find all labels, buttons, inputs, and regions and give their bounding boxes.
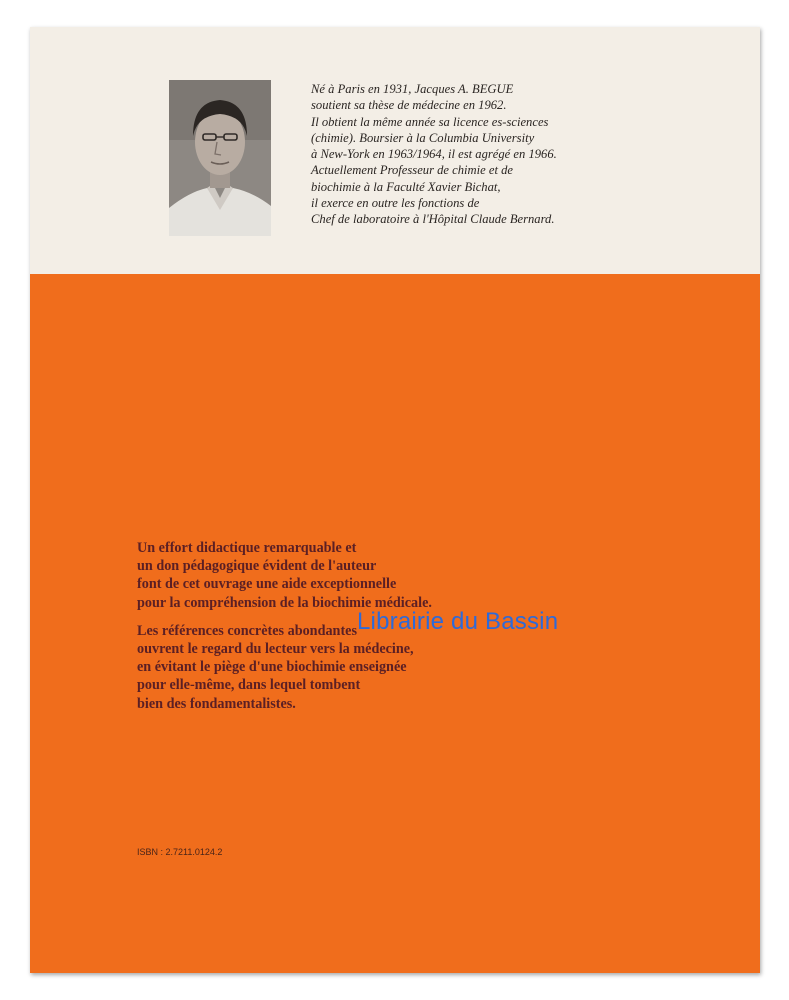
- blurb-line: Un effort didactique remarquable et: [137, 540, 357, 556]
- blurb-line: pour elle-même, dans lequel tombent: [137, 677, 361, 694]
- bio-line: (chimie). Boursier à la Columbia University: [311, 130, 535, 145]
- bio-line: Il obtient la même année sa licence es-sciences: [311, 114, 549, 129]
- bio-line: soutient sa thèse de médecine en 1962.: [311, 98, 507, 113]
- blurb-line: font de cet ouvrage une aide exceptionnelle: [137, 576, 397, 593]
- blurb-line: bien des fondamentalistes.: [137, 695, 296, 712]
- book-back-cover: [30, 27, 760, 973]
- bio-line: Actuellement Professeur de chimie et de: [311, 163, 514, 178]
- bio-line: Né à Paris en 1931, Jacques A. BEGUE: [311, 82, 514, 96]
- seller-watermark: Librairie du Bassin: [357, 608, 559, 635]
- bio-line: à New-York en 1963/1964, il est agrégé en 1966.: [311, 147, 557, 162]
- bio-line: biochimie à la Faculté Xavier Bichat,: [311, 179, 501, 194]
- bio-line: il exerce en outre les fonctions de: [311, 196, 480, 211]
- isbn-number: ISBN : 2.7211.0124.2: [137, 847, 223, 857]
- blurb-line: un don pédagogique évident de l'auteur: [137, 558, 377, 575]
- blurb-line: Les références concrètes abondantes: [137, 622, 357, 639]
- bio-line: Chef de laboratoire à l'Hôpital Claude Bernard.: [311, 212, 555, 227]
- blurb-line: ouvrent le regard du lecteur vers la médecine,: [137, 641, 414, 658]
- blurb-paragraph-1: [137, 539, 697, 612]
- author-photo: [169, 80, 271, 236]
- author-band: [30, 27, 760, 274]
- author-bio: [311, 81, 741, 228]
- blurb-line: pour la compréhension de la biochimie médicale.: [137, 594, 432, 611]
- blurb-line: en évitant le piège d'une biochimie enseignée: [137, 659, 407, 676]
